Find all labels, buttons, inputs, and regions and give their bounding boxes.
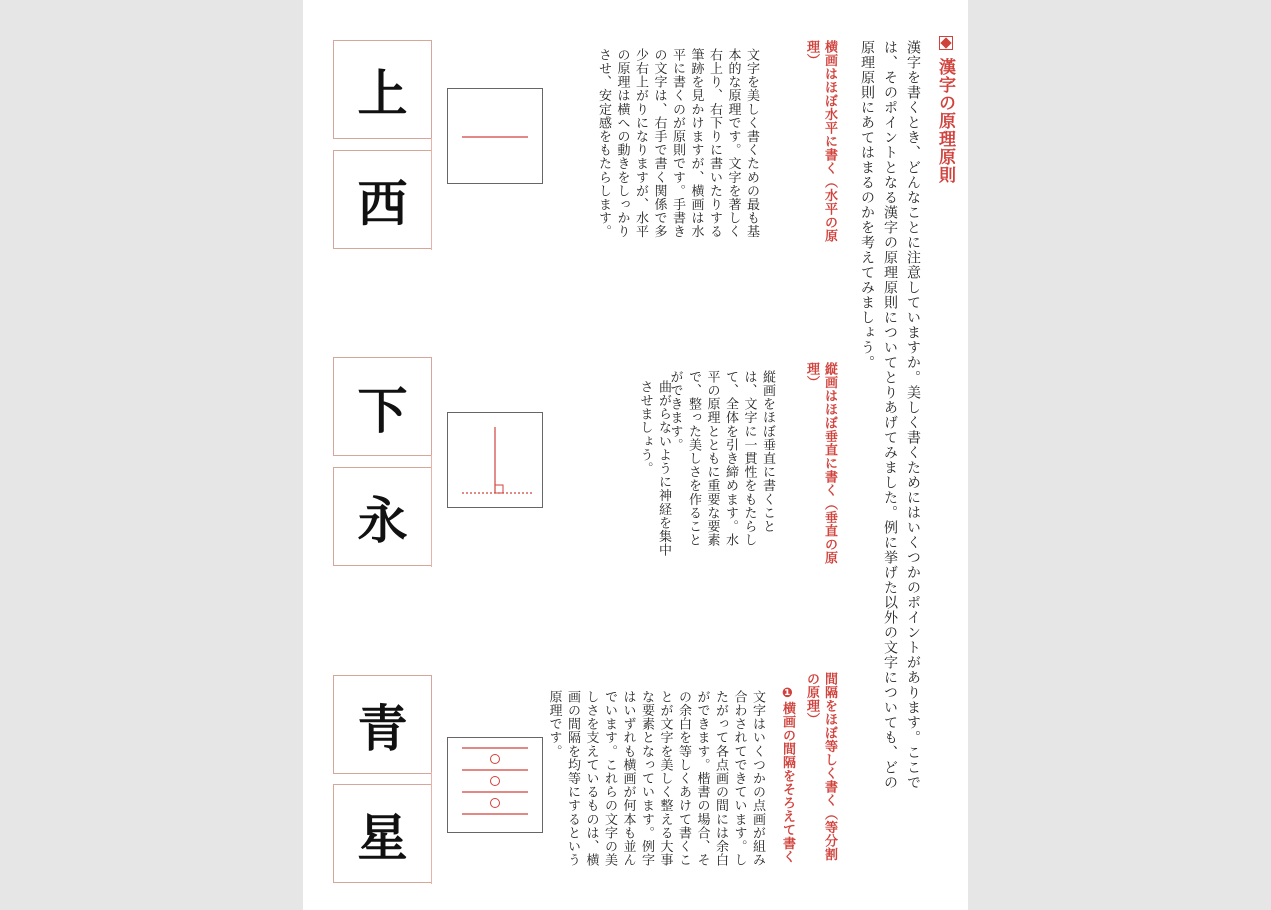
horizontal-line-diagram [447, 88, 543, 184]
example-char-box [333, 784, 432, 883]
example-char: 星 [357, 807, 408, 867]
vertical-right-angle-icon [448, 413, 542, 507]
example-char-box [333, 467, 432, 566]
equal-spacing-diagram [447, 737, 543, 833]
heading-horizontal-principle: 横画はほぼ水平に書く（水平の原理） [804, 40, 837, 243]
example-char-box [333, 675, 432, 774]
heading-equal-division-principle: 間隔をほぼ等しく書く（等分割の原理） [804, 672, 837, 861]
diamond-bullet-icon [939, 36, 953, 50]
example-char-box [333, 40, 432, 139]
divider [431, 138, 432, 250]
intro-paragraph: 漢字を書くとき、どんなことに注意していますか。美しく書くためにはいくつかのポイントがあります。ここでは、そのポイントとなる漢字の原理原則についてとりあげてみました。例に挙げた以外の文字についても、どの原理原則にあてはまるのかを考えてみましょう。 [859, 40, 921, 790]
example-char: 下 [357, 380, 408, 440]
example-char-box [333, 150, 432, 249]
heading-vertical-principle: 縦画はほぼ垂直に書く（垂直の原理） [804, 362, 837, 565]
section-title [933, 36, 958, 184]
vertical-line-diagram [447, 412, 543, 508]
subheading-equal-spacing: ❶横画の間隔をそろえて書く [780, 686, 795, 864]
example-char: 永 [357, 490, 408, 550]
body-equal-division-principle: 文字はいくつかの点画が組み合わされてできています。したがって各点画の間には余白ができます。楷書の場合、その余白を等しくあけて書くことが文字を美しく整える大事な要素となっています。例字はいずれも横画が何本も並んでいます。これらの文字の美しさを支えているものは、横画の間隔を均等にするという原理です。 [546, 690, 765, 867]
body-horizontal-principle: 文字を美しく書くための最も基本的な原理です。文字を著しく右上り、右下りに書いたりする筆跡を見かけますが、横画は水平に書くのが原則です。手書きの文字は、右手で書く関係で多少右上がりになりますが、水平の原理は横への動きをしっかりさせ、安定感をもたらします。 [596, 48, 759, 239]
body-vertical-principle-2: 曲がらないように神経を集中させましょう。 [637, 380, 671, 557]
title-text: 漢字の原理原則 [935, 58, 955, 184]
example-char: 西 [357, 173, 408, 233]
example-char: 上 [357, 63, 408, 123]
divider [431, 772, 432, 884]
example-char: 青 [357, 698, 408, 758]
body-vertical-principle: 縦画をほぼ垂直に書くことは、文字に一貫性をもたらして、全体を引き締めます。水平の原理とともに重要な要素で、整った美しさを作ることができます。 [667, 370, 775, 547]
horizontal-line-icon [448, 89, 542, 183]
divider [431, 455, 432, 567]
equal-spacing-icon [448, 738, 542, 832]
example-char-box [333, 357, 432, 456]
document-page [303, 0, 968, 910]
